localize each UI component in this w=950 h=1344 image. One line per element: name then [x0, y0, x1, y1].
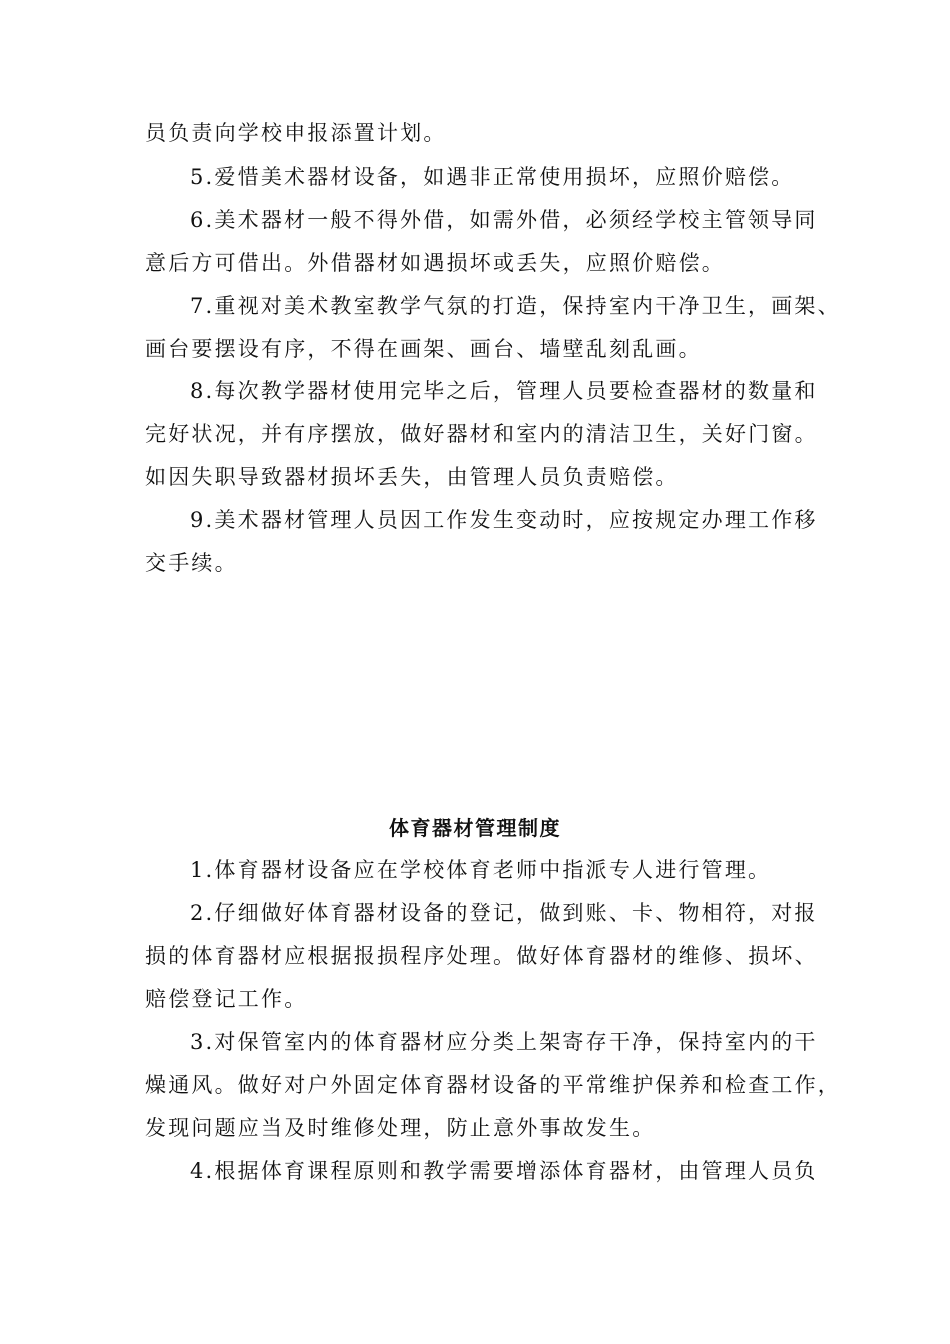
paragraph-line: 完好状况，并有序摆放，做好器材和室内的清洁卫生，关好门窗。 [145, 422, 818, 446]
paragraph-line: 发现问题应当及时维修处理，防止意外事故发生。 [145, 1116, 656, 1140]
paragraph-line: 员负责向学校申报添置计划。 [145, 121, 447, 145]
paragraph-line: 画台要摆设有序，不得在画架、画台、墙壁乱刻乱画。 [145, 337, 702, 361]
paragraph-line: 8.每次教学器材使用完毕之后，管理人员要检查器材的数量和 [190, 379, 818, 403]
paragraph-line: 5.爱惜美术器材设备，如遇非正常使用损坏，应照价赔偿。 [190, 165, 795, 189]
paragraph-line: 1.体育器材设备应在学校体育老师中指派专人进行管理。 [190, 858, 772, 882]
paragraph-line: 7.重视对美术教室教学气氛的打造，保持室内干净卫生，画架、 [190, 294, 841, 318]
paragraph-line: 燥通风。做好对户外固定体育器材设备的平常维护保养和检查工作， [145, 1073, 841, 1097]
paragraph-line: 损的体育器材应根据报损程序处理。做好体育器材的维修、损坏、 [145, 944, 818, 968]
paragraph-line: 6.美术器材一般不得外借，如需外借，必须经学校主管领导同 [190, 208, 818, 232]
paragraph-line: 3.对保管室内的体育器材应分类上架寄存干净，保持室内的干 [190, 1030, 818, 1054]
section-title: 体育器材管理制度 [389, 816, 561, 840]
paragraph-line: 2.仔细做好体育器材设备的登记，做到账、卡、物相符，对报 [190, 901, 818, 925]
paragraph-line: 意后方可借出。外借器材如遇损坏或丢失，应照价赔偿。 [145, 251, 725, 275]
paragraph-line: 交手续。 [145, 551, 238, 575]
paragraph-line: 4.根据体育课程原则和教学需要增添体育器材，由管理人员负 [190, 1159, 818, 1183]
paragraph-line: 如因失职导致器材损坏丢失，由管理人员负责赔偿。 [145, 465, 679, 489]
paragraph-line: 赔偿登记工作。 [145, 987, 308, 1011]
paragraph-line: 9.美术器材管理人员因工作发生变动时，应按规定办理工作移 [190, 508, 818, 532]
